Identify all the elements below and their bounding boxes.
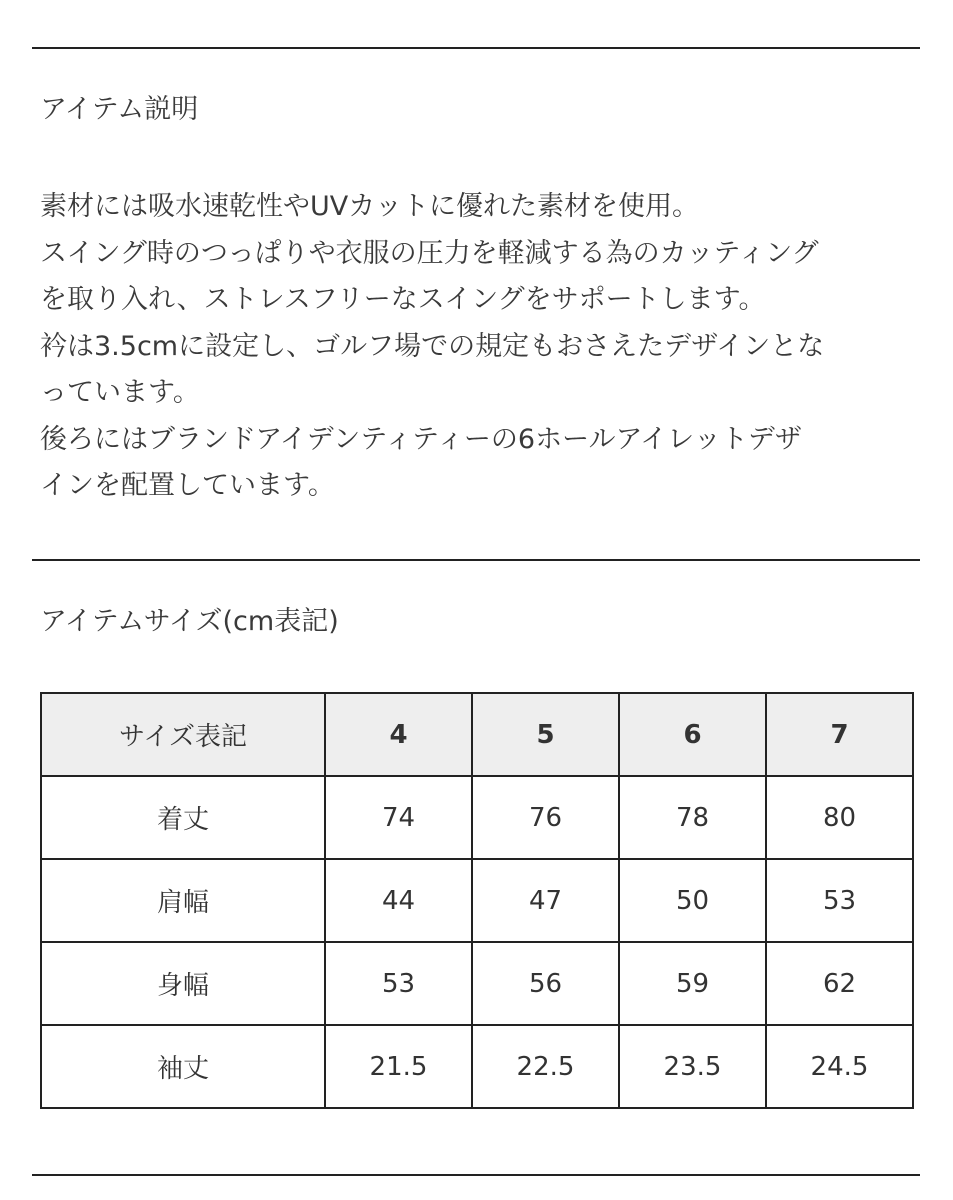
table-cell: 62 — [766, 942, 913, 1025]
bottom-divider — [32, 1174, 920, 1176]
table-cell: 47 — [472, 859, 619, 942]
table-cell: 74 — [325, 776, 472, 859]
measurement-label: 身幅 — [41, 942, 325, 1025]
size-table — [40, 692, 914, 1109]
table-cell: 21.5 — [325, 1025, 472, 1108]
table-cell: 76 — [472, 776, 619, 859]
description-line: を取り入れ、ストレスフリーなスイングをサポートします。 — [40, 284, 766, 315]
measurement-label: 袖丈 — [41, 1025, 325, 1108]
item-description-heading: アイテム説明 — [40, 94, 199, 125]
size-table-header-row — [41, 693, 913, 776]
measurement-label: 着丈 — [41, 776, 325, 859]
size-column-header: 4 — [325, 693, 472, 776]
middle-divider — [32, 559, 920, 561]
table-row — [41, 859, 913, 942]
description-line: っています。 — [40, 377, 200, 408]
size-column-header: 5 — [472, 693, 619, 776]
description-line: 素材には吸水速乾性やUVカットに優れた素材を使用。 — [40, 191, 699, 222]
table-row — [41, 942, 913, 1025]
size-column-header: 7 — [766, 693, 913, 776]
size-label-header: サイズ表記 — [41, 693, 325, 776]
table-cell: 78 — [619, 776, 766, 859]
top-divider — [32, 47, 920, 49]
table-cell: 44 — [325, 859, 472, 942]
description-line: 後ろにはブランドアイデンティティーの6ホールアイレットデザ — [40, 423, 802, 455]
item-size-heading: アイテムサイズ(cm表記) — [40, 606, 339, 637]
table-cell: 24.5 — [766, 1025, 913, 1108]
table-cell: 53 — [766, 859, 913, 942]
table-cell: 53 — [325, 942, 472, 1025]
description-line: インを配置しています。 — [40, 470, 335, 501]
table-row — [41, 1025, 913, 1108]
size-column-header: 6 — [619, 693, 766, 776]
item-description-text — [40, 184, 920, 510]
table-row — [41, 776, 913, 859]
table-cell: 23.5 — [619, 1025, 766, 1108]
description-line: スイング時のつっぱりや衣服の圧力を軽減する為のカッティング — [40, 237, 819, 269]
table-cell: 80 — [766, 776, 913, 859]
table-cell: 22.5 — [472, 1025, 619, 1108]
measurement-label: 肩幅 — [41, 859, 325, 942]
table-cell: 59 — [619, 942, 766, 1025]
table-cell: 50 — [619, 859, 766, 942]
table-cell: 56 — [472, 942, 619, 1025]
description-line: 衿は3.5cmに設定し、ゴルフ場での規定もおさえたデザインとな — [40, 330, 825, 362]
